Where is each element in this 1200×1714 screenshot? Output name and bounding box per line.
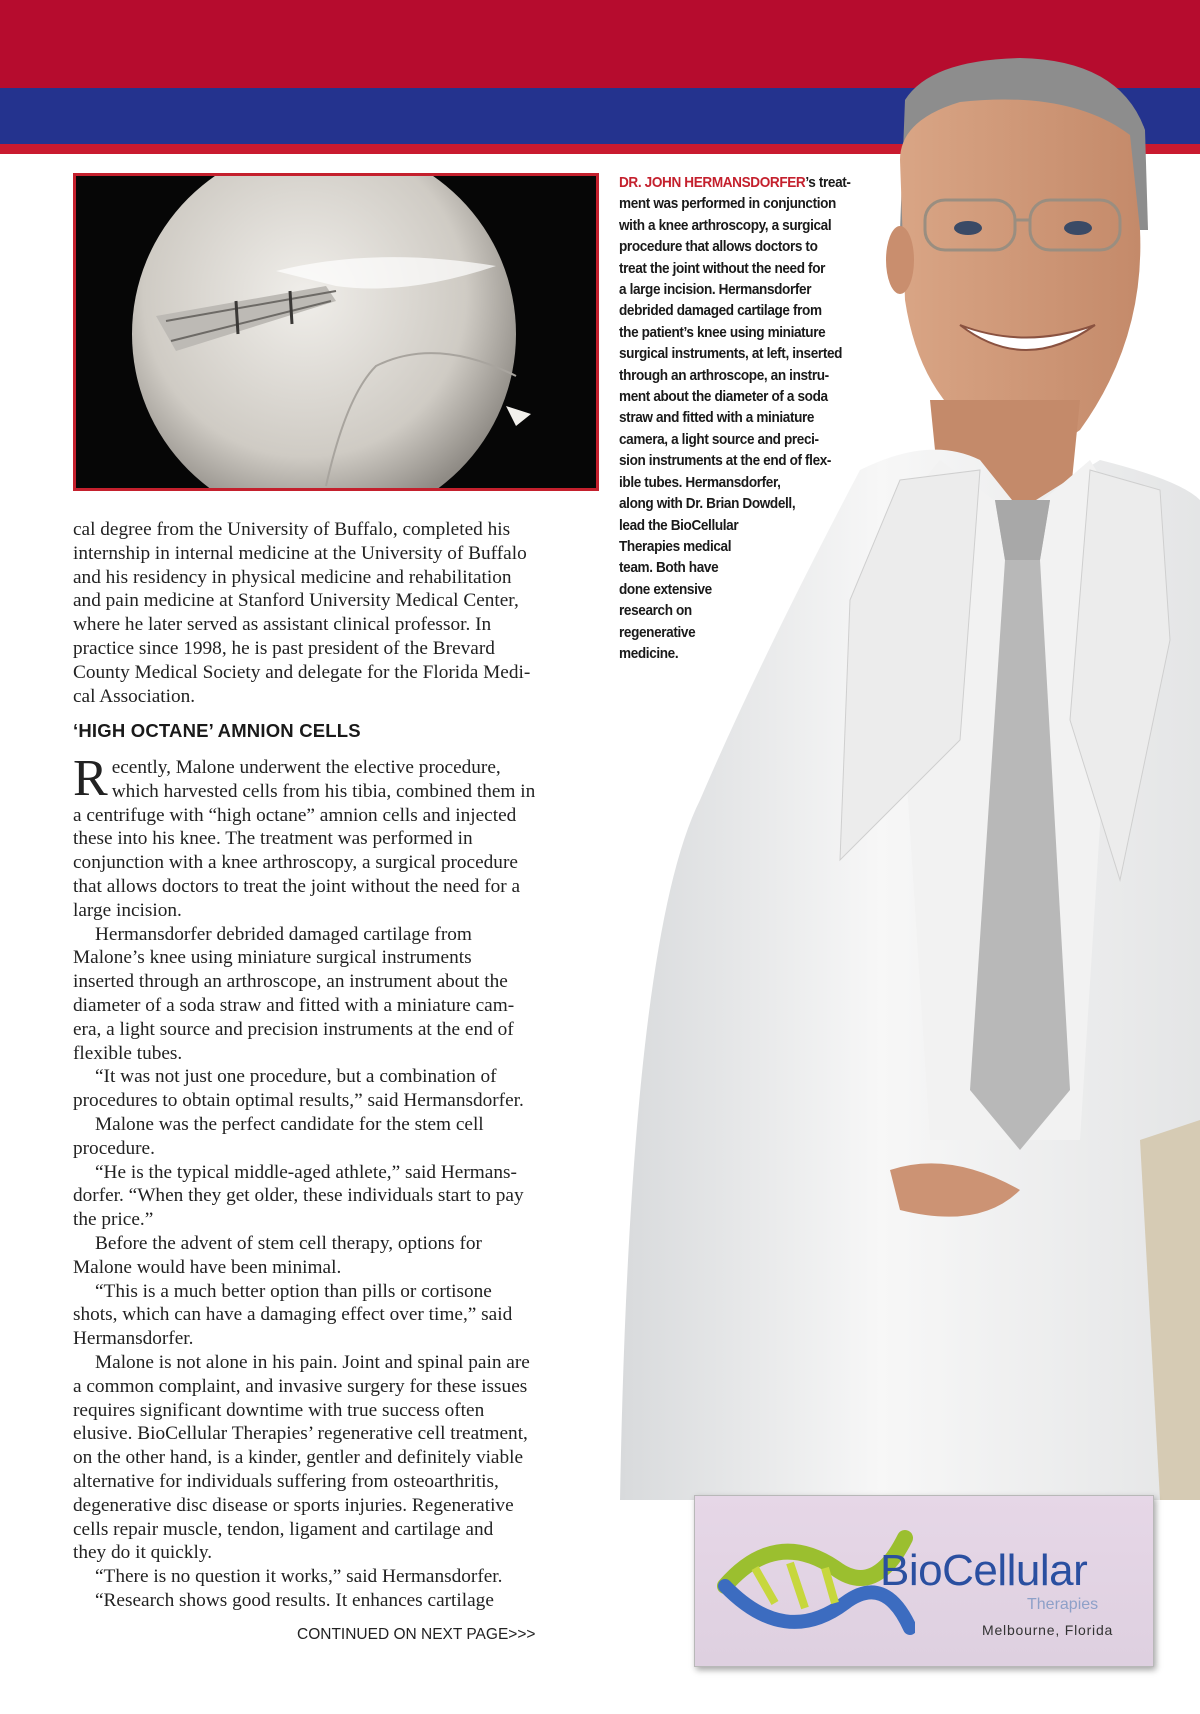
logo-bio-text: Bio	[880, 1546, 943, 1595]
first-paragraph: R ecently, Malone underwent the elective procedure, which harvested cells from his tibia, combined them in a centrifuge with “high octane” amnion cells and injected these into his knee. The treatment was performed in conjunction with a knee arthroscopy, a surgical procedure that allows doctors to treat the joint without the need for a large incision.	[73, 750, 536, 921]
continued-label: CONTINUED ON NEXT PAGE>>>	[297, 1626, 536, 1643]
body-paragraph: “It was not just one procedure, but a combination of procedures to obtain optimal results,” said Hermansdorfer.	[73, 1066, 524, 1112]
biocellular-logo	[694, 1495, 1154, 1667]
body-paragraph: Malone is not alone in his pain. Joint and spinal pain are a common complaint, and invasive surgery for these issues requires significant downtime with true success often elusive. BioCellular Therapies’ regenerative cell treatment, on the other hand, is a kinder, gentler and definitely viable alternative for individuals suffering from osteoarthritis, degenerative disc disease or sports injuries. Regenerative cells repair muscle, tendon, ligament and cartilage and they do it quickly.	[73, 1351, 530, 1564]
body-paragraph: Malone was the perfect candidate for the stem cell procedure.	[73, 1113, 484, 1159]
body-paragraph: “This is a much better option than pills or cortisone shots, which can have a damaging effect over time,” said Hermansdorfer.	[73, 1280, 513, 1350]
body-paragraph: Before the advent of stem cell therapy, options for Malone would have been minimal.	[73, 1232, 482, 1278]
body-paragraph: Hermansdorfer debrided damaged cartilage from Malone’s knee using miniature surgical instruments inserted through an arthroscope, an instrument about the diameter of a soda straw and fitted with a miniature cam- era, a light source and precision instruments at the end of flexible tubes.	[73, 923, 515, 1064]
logo-location: Melbourne, Florida	[982, 1622, 1114, 1638]
section-heading: ‘HIGH OCTANE’ AMNION CELLS	[73, 720, 361, 741]
drop-cap: R	[73, 750, 108, 807]
body-paragraph: “Research shows good results. It enhances cartilage	[95, 1589, 494, 1611]
caption-name: DR. JOHN HERMANSDORFER	[619, 175, 806, 191]
intro-paragraph: cal degree from the University of Buffalo, completed his internship in internal medicine at the University of Buffalo and his residency in physical medicine and rehabilitation and pain medicine at Stanford University Medical Center, where he later served as assistant clinical professor. In practice since 1998, he is past president of the Brevard County Medical Society and delegate for the Florida Medi- cal Association.	[73, 519, 531, 707]
body-paragraphs	[73, 923, 603, 1613]
body-paragraph: “He is the typical middle-aged athlete,” said Hermans- dorfer. “When they get older, these individuals start to pay the price.”	[73, 1161, 524, 1231]
arthroscopy-photo	[73, 173, 599, 491]
logo-cellular-text: Cellular	[942, 1546, 1088, 1595]
logo-therapies-text: Therapies	[1027, 1596, 1099, 1613]
article-body	[73, 750, 603, 1613]
body-paragraph: “There is no question it works,” said Hermansdorfer.	[95, 1566, 503, 1588]
photo-caption: DR. JOHN HERMANSDORFER’s treat- ment was performed in conjunction with a knee arthroscopy, a surgical procedure that allows doctors to treat the joint without the need for a large incision. Hermansdorfer debrided damaged cartilage from the patient’s knee using miniature surgical instruments, at left, inserted through an arthroscope, an instru- ment about the diameter of a soda straw and fitted with a miniature camera, a light source and preci- sion instruments at the end of flex- ible tubes. Hermansdorfer, along with Dr. Brian Dowdell, lead the BioCellular Therapies medical team. Both have done extensive research on regenerative medicine.	[619, 175, 851, 662]
